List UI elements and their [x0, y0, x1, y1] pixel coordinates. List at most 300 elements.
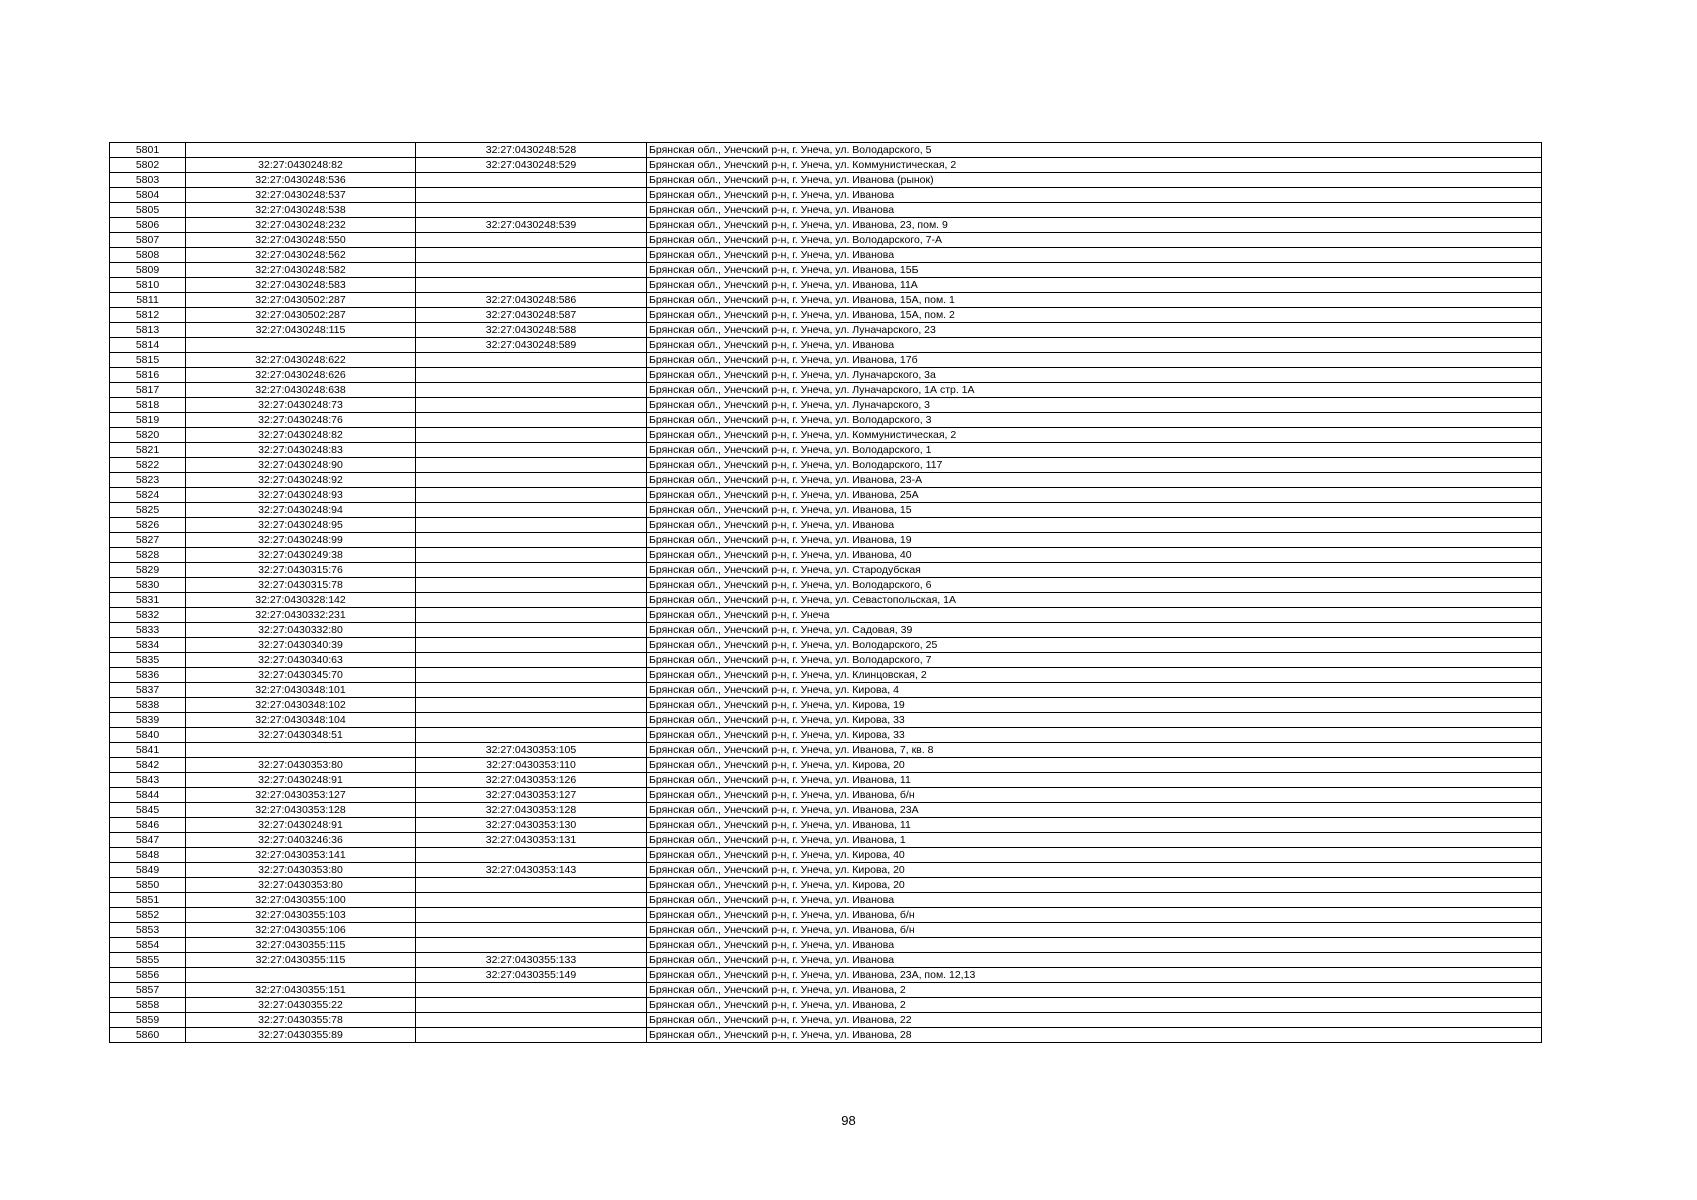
- row-number-cell: 5826: [110, 518, 186, 533]
- address-cell: Брянская обл., Унечский р-н, г. Унеча, ул. Иванова, 28: [647, 1028, 1542, 1043]
- cadastral-number-cell: 32:27:0430248:622: [186, 353, 416, 368]
- table-row: [110, 608, 1542, 623]
- premises-cadastral-number-cell: 32:27:0430248:588: [416, 323, 647, 338]
- cadastral-number-cell: 32:27:0430248:82: [186, 428, 416, 443]
- premises-cadastral-number-cell: [416, 443, 647, 458]
- address-cell: Брянская обл., Унечский р-н, г. Унеча, ул. Володарского, 25: [647, 638, 1542, 653]
- row-number-cell: 5827: [110, 533, 186, 548]
- table-row: [110, 143, 1542, 158]
- cadastral-number-cell: 32:27:0430248:550: [186, 233, 416, 248]
- cadastral-number-cell: [186, 968, 416, 983]
- address-cell: Брянская обл., Унечский р-н, г. Унеча, ул. Володарского, 117: [647, 458, 1542, 473]
- row-number-cell: 5860: [110, 1028, 186, 1043]
- table-row: [110, 998, 1542, 1013]
- table-row: [110, 908, 1542, 923]
- premises-cadastral-number-cell: 32:27:0430248:539: [416, 218, 647, 233]
- table-row: [110, 248, 1542, 263]
- table-row: [110, 518, 1542, 533]
- address-cell: Брянская обл., Унечский р-н, г. Унеча, ул. Иванова, б/н: [647, 788, 1542, 803]
- premises-cadastral-number-cell: [416, 938, 647, 953]
- address-cell: Брянская обл., Унечский р-н, г. Унеча, ул. Иванова, 25А: [647, 488, 1542, 503]
- premises-cadastral-number-cell: [416, 173, 647, 188]
- table-row: [110, 923, 1542, 938]
- cadastral-number-cell: 32:27:0430340:39: [186, 638, 416, 653]
- address-cell: Брянская обл., Унечский р-н, г. Унеча, ул. Иванова: [647, 953, 1542, 968]
- row-number-cell: 5828: [110, 548, 186, 563]
- table-row: [110, 548, 1542, 563]
- table-row: [110, 728, 1542, 743]
- address-cell: Брянская обл., Унечский р-н, г. Унеча, ул. Луначарского, 3а: [647, 368, 1542, 383]
- table-row: [110, 848, 1542, 863]
- cadastral-number-cell: 32:27:0430348:51: [186, 728, 416, 743]
- table-row: [110, 353, 1542, 368]
- premises-cadastral-number-cell: 32:27:0430248:589: [416, 338, 647, 353]
- address-cell: Брянская обл., Унечский р-н, г. Унеча, ул. Иванова, 2: [647, 983, 1542, 998]
- row-number-cell: 5820: [110, 428, 186, 443]
- premises-cadastral-number-cell: 32:27:0430248:528: [416, 143, 647, 158]
- cadastral-number-cell: 32:27:0430248:93: [186, 488, 416, 503]
- row-number-cell: 5813: [110, 323, 186, 338]
- table-row: [110, 593, 1542, 608]
- row-number-cell: 5817: [110, 383, 186, 398]
- address-cell: Брянская обл., Унечский р-н, г. Унеча, ул. Луначарского, 23: [647, 323, 1542, 338]
- premises-cadastral-number-cell: [416, 623, 647, 638]
- cadastral-number-cell: 32:27:0430328:142: [186, 593, 416, 608]
- table-row: [110, 713, 1542, 728]
- table-row: [110, 473, 1542, 488]
- address-cell: Брянская обл., Унечский р-н, г. Унеча, ул. Иванова: [647, 203, 1542, 218]
- cadastral-number-cell: 32:27:0430348:104: [186, 713, 416, 728]
- table-row: [110, 488, 1542, 503]
- cadastral-number-cell: [186, 743, 416, 758]
- premises-cadastral-number-cell: [416, 998, 647, 1013]
- table-row: [110, 878, 1542, 893]
- premises-cadastral-number-cell: [416, 233, 647, 248]
- address-cell: Брянская обл., Унечский р-н, г. Унеча, ул. Луначарского, 1А стр. 1А: [647, 383, 1542, 398]
- address-cell: Брянская обл., Унечский р-н, г. Унеча, ул. Кирова, 4: [647, 683, 1542, 698]
- premises-cadastral-number-cell: [416, 1028, 647, 1043]
- premises-cadastral-number-cell: [416, 413, 647, 428]
- premises-cadastral-number-cell: [416, 848, 647, 863]
- cadastral-number-cell: 32:27:0430248:538: [186, 203, 416, 218]
- premises-cadastral-number-cell: [416, 353, 647, 368]
- table-row: [110, 233, 1542, 248]
- premises-cadastral-number-cell: 32:27:0430353:126: [416, 773, 647, 788]
- row-number-cell: 5856: [110, 968, 186, 983]
- row-number-cell: 5849: [110, 863, 186, 878]
- cadastral-number-cell: 32:27:0430248:90: [186, 458, 416, 473]
- row-number-cell: 5821: [110, 443, 186, 458]
- cadastral-number-cell: 32:27:0430248:626: [186, 368, 416, 383]
- row-number-cell: 5824: [110, 488, 186, 503]
- row-number-cell: 5812: [110, 308, 186, 323]
- cadastral-number-cell: 32:27:0430355:100: [186, 893, 416, 908]
- table-row: [110, 263, 1542, 278]
- premises-cadastral-number-cell: 32:27:0430248:587: [416, 308, 647, 323]
- address-cell: Брянская обл., Унечский р-н, г. Унеча, ул. Кирова, 40: [647, 848, 1542, 863]
- table-row: [110, 953, 1542, 968]
- cadastral-number-cell: 32:27:0430340:63: [186, 653, 416, 668]
- row-number-cell: 5822: [110, 458, 186, 473]
- table-row: [110, 293, 1542, 308]
- row-number-cell: 5850: [110, 878, 186, 893]
- row-number-cell: 5845: [110, 803, 186, 818]
- table-row: [110, 773, 1542, 788]
- address-cell: Брянская обл., Унечский р-н, г. Унеча, ул. Кирова, 20: [647, 863, 1542, 878]
- address-cell: Брянская обл., Унечский р-н, г. Унеча, ул. Иванова, 22: [647, 1013, 1542, 1028]
- table-row: [110, 803, 1542, 818]
- address-cell: Брянская обл., Унечский р-н, г. Унеча, ул. Иванова: [647, 893, 1542, 908]
- cadastral-number-cell: 32:27:0430248:92: [186, 473, 416, 488]
- cadastral-number-cell: 32:27:0430355:89: [186, 1028, 416, 1043]
- premises-cadastral-number-cell: [416, 653, 647, 668]
- address-cell: Брянская обл., Унечский р-н, г. Унеча, ул. Иванова, 15А, пом. 1: [647, 293, 1542, 308]
- row-number-cell: 5853: [110, 923, 186, 938]
- registry-table: [109, 142, 1542, 1043]
- cadastral-number-cell: 32:27:0430248:82: [186, 158, 416, 173]
- row-number-cell: 5805: [110, 203, 186, 218]
- address-cell: Брянская обл., Унечский р-н, г. Унеча: [647, 608, 1542, 623]
- row-number-cell: 5855: [110, 953, 186, 968]
- row-number-cell: 5846: [110, 818, 186, 833]
- row-number-cell: 5810: [110, 278, 186, 293]
- premises-cadastral-number-cell: [416, 518, 647, 533]
- cadastral-number-cell: 32:27:0430248:115: [186, 323, 416, 338]
- address-cell: Брянская обл., Унечский р-н, г. Унеча, ул. Иванова, 23А: [647, 803, 1542, 818]
- address-cell: Брянская обл., Унечский р-н, г. Унеча, ул. Иванова, 23-А: [647, 473, 1542, 488]
- address-cell: Брянская обл., Унечский р-н, г. Унеча, ул. Иванова: [647, 188, 1542, 203]
- row-number-cell: 5834: [110, 638, 186, 653]
- table-row: [110, 503, 1542, 518]
- cadastral-number-cell: 32:27:0430332:231: [186, 608, 416, 623]
- row-number-cell: 5815: [110, 353, 186, 368]
- premises-cadastral-number-cell: [416, 203, 647, 218]
- row-number-cell: 5811: [110, 293, 186, 308]
- row-number-cell: 5859: [110, 1013, 186, 1028]
- table-row: [110, 968, 1542, 983]
- cadastral-number-cell: 32:27:0430248:562: [186, 248, 416, 263]
- table-row: [110, 428, 1542, 443]
- address-cell: Брянская обл., Унечский р-н, г. Унеча, ул. Иванова, 7, кв. 8: [647, 743, 1542, 758]
- row-number-cell: 5844: [110, 788, 186, 803]
- address-cell: Брянская обл., Унечский р-н, г. Унеча, ул. Кирова, 20: [647, 758, 1542, 773]
- address-cell: Брянская обл., Унечский р-н, г. Унеча, ул. Володарского, 3: [647, 413, 1542, 428]
- cadastral-number-cell: 32:27:0430355:106: [186, 923, 416, 938]
- table-row: [110, 1028, 1542, 1043]
- premises-cadastral-number-cell: [416, 1013, 647, 1028]
- cadastral-number-cell: 32:27:0430345:70: [186, 668, 416, 683]
- table-row: [110, 458, 1542, 473]
- row-number-cell: 5841: [110, 743, 186, 758]
- cadastral-number-cell: [186, 338, 416, 353]
- premises-cadastral-number-cell: 32:27:0430355:149: [416, 968, 647, 983]
- row-number-cell: 5829: [110, 563, 186, 578]
- premises-cadastral-number-cell: [416, 398, 647, 413]
- row-number-cell: 5801: [110, 143, 186, 158]
- address-cell: Брянская обл., Унечский р-н, г. Унеча, ул. Иванова, 17б: [647, 353, 1542, 368]
- premises-cadastral-number-cell: 32:27:0430353:143: [416, 863, 647, 878]
- table-row: [110, 308, 1542, 323]
- row-number-cell: 5858: [110, 998, 186, 1013]
- cadastral-number-cell: 32:27:0430248:536: [186, 173, 416, 188]
- premises-cadastral-number-cell: [416, 548, 647, 563]
- table-row: [110, 398, 1542, 413]
- row-number-cell: 5843: [110, 773, 186, 788]
- table-row: [110, 563, 1542, 578]
- table-row: [110, 863, 1542, 878]
- row-number-cell: 5818: [110, 398, 186, 413]
- premises-cadastral-number-cell: 32:27:0430353:110: [416, 758, 647, 773]
- row-number-cell: 5833: [110, 623, 186, 638]
- cadastral-number-cell: 32:27:0430355:78: [186, 1013, 416, 1028]
- premises-cadastral-number-cell: [416, 983, 647, 998]
- row-number-cell: 5823: [110, 473, 186, 488]
- premises-cadastral-number-cell: [416, 668, 647, 683]
- premises-cadastral-number-cell: [416, 248, 647, 263]
- premises-cadastral-number-cell: [416, 278, 647, 293]
- cadastral-number-cell: 32:27:0430248:91: [186, 818, 416, 833]
- table-row: [110, 833, 1542, 848]
- row-number-cell: 5819: [110, 413, 186, 428]
- cadastral-number-cell: 32:27:0430353:141: [186, 848, 416, 863]
- address-cell: Брянская обл., Унечский р-н, г. Унеча, ул. Володарского, 6: [647, 578, 1542, 593]
- premises-cadastral-number-cell: [416, 383, 647, 398]
- cadastral-number-cell: 32:27:0430348:102: [186, 698, 416, 713]
- table-row: [110, 533, 1542, 548]
- row-number-cell: 5807: [110, 233, 186, 248]
- table-row: [110, 743, 1542, 758]
- cadastral-number-cell: 32:27:0430248:537: [186, 188, 416, 203]
- premises-cadastral-number-cell: 32:27:0430355:133: [416, 953, 647, 968]
- premises-cadastral-number-cell: [416, 473, 647, 488]
- address-cell: Брянская обл., Унечский р-н, г. Унеча, ул. Иванова: [647, 518, 1542, 533]
- cadastral-number-cell: 32:27:0430355:151: [186, 983, 416, 998]
- premises-cadastral-number-cell: [416, 893, 647, 908]
- cadastral-number-cell: 32:27:0430248:232: [186, 218, 416, 233]
- table-row: [110, 173, 1542, 188]
- row-number-cell: 5857: [110, 983, 186, 998]
- premises-cadastral-number-cell: 32:27:0430353:128: [416, 803, 647, 818]
- row-number-cell: 5808: [110, 248, 186, 263]
- premises-cadastral-number-cell: [416, 368, 647, 383]
- cadastral-number-cell: 32:27:0430248:91: [186, 773, 416, 788]
- premises-cadastral-number-cell: 32:27:0430248:529: [416, 158, 647, 173]
- address-cell: Брянская обл., Унечский р-н, г. Унеча, ул. Иванова, 19: [647, 533, 1542, 548]
- premises-cadastral-number-cell: [416, 578, 647, 593]
- premises-cadastral-number-cell: [416, 923, 647, 938]
- cadastral-number-cell: 32:27:0403246:36: [186, 833, 416, 848]
- address-cell: Брянская обл., Унечский р-н, г. Унеча, ул. Володарского, 1: [647, 443, 1542, 458]
- premises-cadastral-number-cell: [416, 608, 647, 623]
- table-row: [110, 668, 1542, 683]
- row-number-cell: 5854: [110, 938, 186, 953]
- table-row: [110, 698, 1542, 713]
- premises-cadastral-number-cell: [416, 878, 647, 893]
- row-number-cell: 5840: [110, 728, 186, 743]
- address-cell: Брянская обл., Унечский р-н, г. Унеча, ул. Кирова, 33: [647, 713, 1542, 728]
- address-cell: Брянская обл., Унечский р-н, г. Унеча, ул. Володарского, 7-А: [647, 233, 1542, 248]
- row-number-cell: 5825: [110, 503, 186, 518]
- row-number-cell: 5803: [110, 173, 186, 188]
- row-number-cell: 5832: [110, 608, 186, 623]
- table-row: [110, 188, 1542, 203]
- premises-cadastral-number-cell: [416, 593, 647, 608]
- premises-cadastral-number-cell: [416, 503, 647, 518]
- cadastral-number-cell: [186, 143, 416, 158]
- table-row: [110, 788, 1542, 803]
- table-row: [110, 278, 1542, 293]
- table-row: [110, 383, 1542, 398]
- premises-cadastral-number-cell: [416, 908, 647, 923]
- row-number-cell: 5830: [110, 578, 186, 593]
- row-number-cell: 5835: [110, 653, 186, 668]
- row-number-cell: 5839: [110, 713, 186, 728]
- address-cell: Брянская обл., Унечский р-н, г. Унеча, ул. Иванова, 40: [647, 548, 1542, 563]
- premises-cadastral-number-cell: 32:27:0430353:127: [416, 788, 647, 803]
- cadastral-number-cell: 32:27:0430353:80: [186, 758, 416, 773]
- row-number-cell: 5814: [110, 338, 186, 353]
- table-row: [110, 818, 1542, 833]
- address-cell: Брянская обл., Унечский р-н, г. Унеча, ул. Коммунистическая, 2: [647, 428, 1542, 443]
- address-cell: Брянская обл., Унечский р-н, г. Унеча, ул. Коммунистическая, 2: [647, 158, 1542, 173]
- address-cell: Брянская обл., Унечский р-н, г. Унеча, ул. Иванова, 23, пом. 9: [647, 218, 1542, 233]
- premises-cadastral-number-cell: 32:27:0430353:131: [416, 833, 647, 848]
- address-cell: Брянская обл., Унечский р-н, г. Унеча, ул. Иванова, б/н: [647, 923, 1542, 938]
- cadastral-number-cell: 32:27:0430355:115: [186, 938, 416, 953]
- row-number-cell: 5838: [110, 698, 186, 713]
- row-number-cell: 5852: [110, 908, 186, 923]
- cadastral-number-cell: 32:27:0430248:94: [186, 503, 416, 518]
- cadastral-number-cell: 32:27:0430353:80: [186, 878, 416, 893]
- premises-cadastral-number-cell: 32:27:0430248:586: [416, 293, 647, 308]
- row-number-cell: 5816: [110, 368, 186, 383]
- address-cell: Брянская обл., Унечский р-н, г. Унеча, ул. Володарского, 7: [647, 653, 1542, 668]
- row-number-cell: 5848: [110, 848, 186, 863]
- cadastral-number-cell: 32:27:0430315:76: [186, 563, 416, 578]
- address-cell: Брянская обл., Унечский р-н, г. Унеча, ул. Иванова, 15Б: [647, 263, 1542, 278]
- cadastral-number-cell: 32:27:0430248:99: [186, 533, 416, 548]
- row-number-cell: 5836: [110, 668, 186, 683]
- premises-cadastral-number-cell: 32:27:0430353:105: [416, 743, 647, 758]
- cadastral-number-cell: 32:27:0430502:287: [186, 308, 416, 323]
- cadastral-number-cell: 32:27:0430355:115: [186, 953, 416, 968]
- premises-cadastral-number-cell: [416, 713, 647, 728]
- row-number-cell: 5804: [110, 188, 186, 203]
- cadastral-number-cell: 32:27:0430248:583: [186, 278, 416, 293]
- table-row: [110, 218, 1542, 233]
- cadastral-number-cell: 32:27:0430248:83: [186, 443, 416, 458]
- row-number-cell: 5847: [110, 833, 186, 848]
- table-row: [110, 443, 1542, 458]
- table-row: [110, 983, 1542, 998]
- row-number-cell: 5806: [110, 218, 186, 233]
- address-cell: Брянская обл., Унечский р-н, г. Унеча, ул. Иванова: [647, 338, 1542, 353]
- page-number: 98: [841, 1113, 856, 1128]
- row-number-cell: 5809: [110, 263, 186, 278]
- premises-cadastral-number-cell: [416, 638, 647, 653]
- table-row: [110, 158, 1542, 173]
- table-row: [110, 638, 1542, 653]
- address-cell: Брянская обл., Унечский р-н, г. Унеча, ул. Володарского, 5: [647, 143, 1542, 158]
- table-row: [110, 683, 1542, 698]
- row-number-cell: 5837: [110, 683, 186, 698]
- premises-cadastral-number-cell: [416, 488, 647, 503]
- table-row: [110, 1013, 1542, 1028]
- cadastral-number-cell: 32:27:0430355:22: [186, 998, 416, 1013]
- address-cell: Брянская обл., Унечский р-н, г. Унеча, ул. Севастопольская, 1А: [647, 593, 1542, 608]
- cadastral-number-cell: 32:27:0430248:582: [186, 263, 416, 278]
- cadastral-number-cell: 32:27:0430332:80: [186, 623, 416, 638]
- table-row: [110, 368, 1542, 383]
- row-number-cell: 5851: [110, 893, 186, 908]
- registry-table-body: [110, 143, 1542, 1043]
- premises-cadastral-number-cell: [416, 458, 647, 473]
- table-row: [110, 653, 1542, 668]
- cadastral-number-cell: 32:27:0430353:128: [186, 803, 416, 818]
- table-row: [110, 338, 1542, 353]
- premises-cadastral-number-cell: [416, 263, 647, 278]
- cadastral-number-cell: 32:27:0430249:38: [186, 548, 416, 563]
- address-cell: Брянская обл., Унечский р-н, г. Унеча, ул. Иванова, б/н: [647, 908, 1542, 923]
- address-cell: Брянская обл., Унечский р-н, г. Унеча, ул. Клинцовская, 2: [647, 668, 1542, 683]
- premises-cadastral-number-cell: [416, 683, 647, 698]
- premises-cadastral-number-cell: [416, 728, 647, 743]
- table-row: [110, 203, 1542, 218]
- table-row: [110, 938, 1542, 953]
- cadastral-number-cell: 32:27:0430248:95: [186, 518, 416, 533]
- table-row: [110, 758, 1542, 773]
- address-cell: Брянская обл., Унечский р-н, г. Унеча, ул. Иванова: [647, 938, 1542, 953]
- address-cell: Брянская обл., Унечский р-н, г. Унеча, ул. Садовая, 39: [647, 623, 1542, 638]
- address-cell: Брянская обл., Унечский р-н, г. Унеча, ул. Иванова, 23А, пом. 12,13: [647, 968, 1542, 983]
- table-row: [110, 323, 1542, 338]
- address-cell: Брянская обл., Унечский р-н, г. Унеча, ул. Иванова, 1: [647, 833, 1542, 848]
- row-number-cell: 5831: [110, 593, 186, 608]
- cadastral-number-cell: 32:27:0430348:101: [186, 683, 416, 698]
- address-cell: Брянская обл., Унечский р-н, г. Унеча, ул. Иванова (рынок): [647, 173, 1542, 188]
- premises-cadastral-number-cell: [416, 533, 647, 548]
- address-cell: Брянская обл., Унечский р-н, г. Унеча, ул. Кирова, 19: [647, 698, 1542, 713]
- address-cell: Брянская обл., Унечский р-н, г. Унеча, ул. Иванова, 15А, пом. 2: [647, 308, 1542, 323]
- cadastral-number-cell: 32:27:0430248:73: [186, 398, 416, 413]
- table-row: [110, 623, 1542, 638]
- cadastral-number-cell: 32:27:0430353:80: [186, 863, 416, 878]
- cadastral-number-cell: 32:27:0430502:287: [186, 293, 416, 308]
- row-number-cell: 5842: [110, 758, 186, 773]
- cadastral-number-cell: 32:27:0430248:76: [186, 413, 416, 428]
- address-cell: Брянская обл., Унечский р-н, г. Унеча, ул. Луначарского, 3: [647, 398, 1542, 413]
- address-cell: Брянская обл., Унечский р-н, г. Унеча, ул. Кирова, 20: [647, 878, 1542, 893]
- address-cell: Брянская обл., Унечский р-н, г. Унеча, ул. Иванова, 11: [647, 773, 1542, 788]
- premises-cadastral-number-cell: 32:27:0430353:130: [416, 818, 647, 833]
- premises-cadastral-number-cell: [416, 563, 647, 578]
- address-cell: Брянская обл., Унечский р-н, г. Унеча, ул. Иванова, 11: [647, 818, 1542, 833]
- cadastral-number-cell: 32:27:0430353:127: [186, 788, 416, 803]
- address-cell: Брянская обл., Унечский р-н, г. Унеча, ул. Стародубская: [647, 563, 1542, 578]
- address-cell: Брянская обл., Унечский р-н, г. Унеча, ул. Иванова, 15: [647, 503, 1542, 518]
- cadastral-number-cell: 32:27:0430248:638: [186, 383, 416, 398]
- address-cell: Брянская обл., Унечский р-н, г. Унеча, ул. Иванова, 11А: [647, 278, 1542, 293]
- address-cell: Брянская обл., Унечский р-н, г. Унеча, ул. Иванова: [647, 248, 1542, 263]
- premises-cadastral-number-cell: [416, 698, 647, 713]
- premises-cadastral-number-cell: [416, 428, 647, 443]
- cadastral-number-cell: 32:27:0430355:103: [186, 908, 416, 923]
- premises-cadastral-number-cell: [416, 188, 647, 203]
- address-cell: Брянская обл., Унечский р-н, г. Унеча, ул. Иванова, 2: [647, 998, 1542, 1013]
- table-row: [110, 893, 1542, 908]
- table-row: [110, 413, 1542, 428]
- cadastral-number-cell: 32:27:0430315:78: [186, 578, 416, 593]
